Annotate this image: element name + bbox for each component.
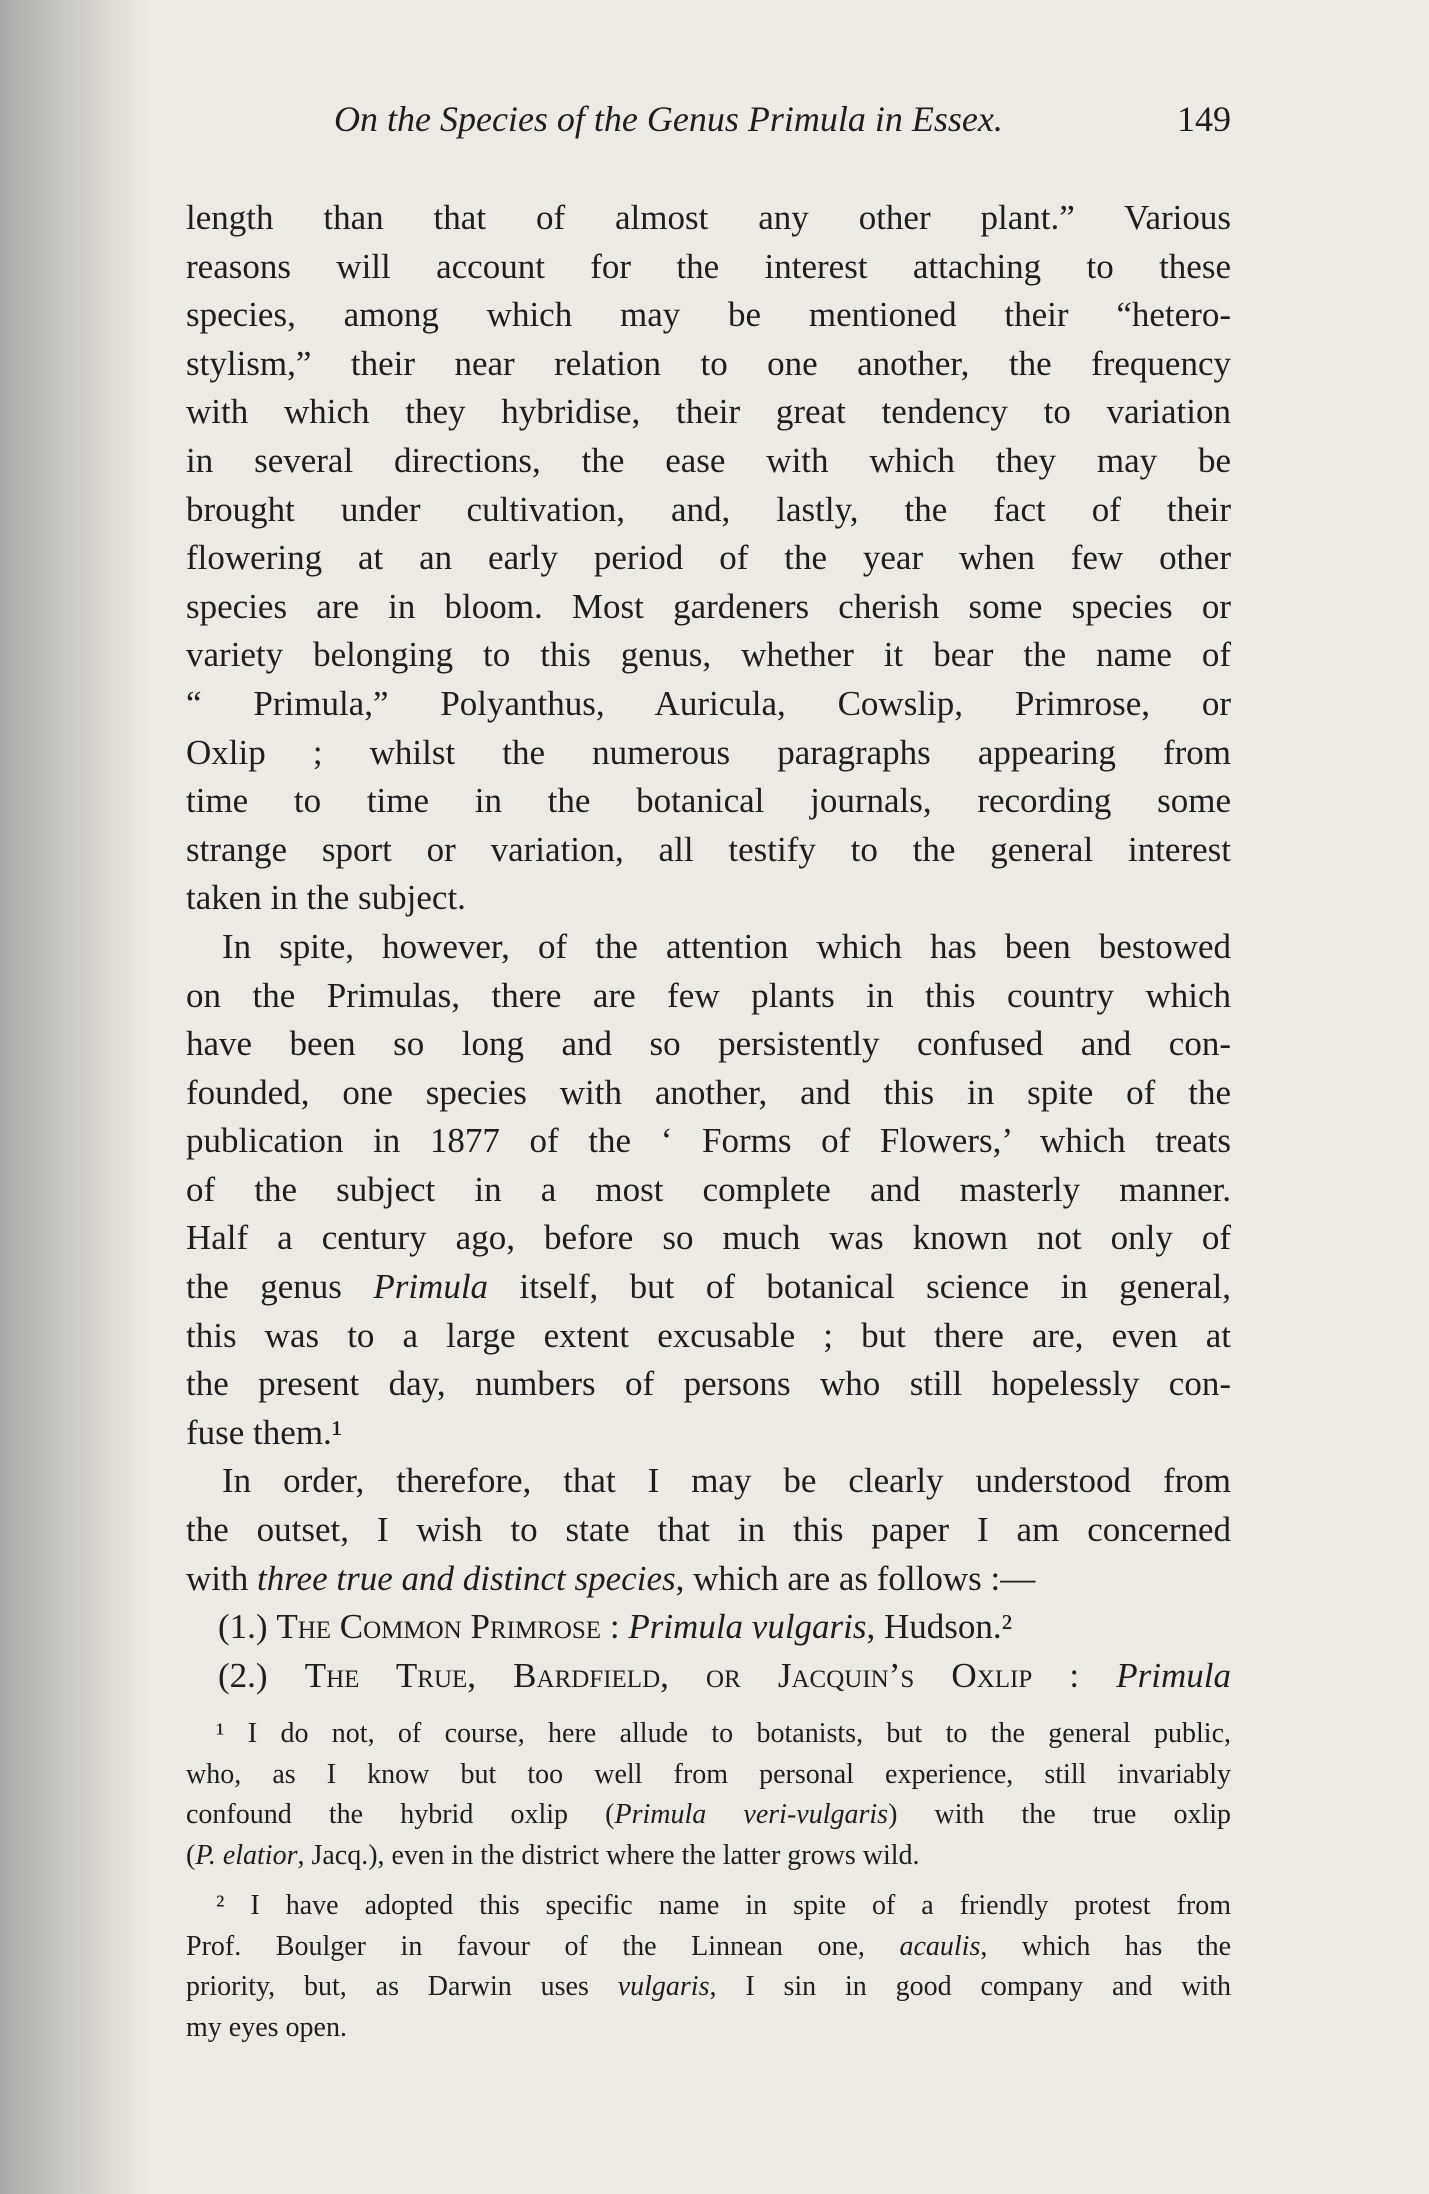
text-run: the genus	[186, 1267, 374, 1307]
text-line: founded, one species with another, and this in spite of the	[186, 1072, 1231, 1112]
list-number: (2.)	[218, 1655, 268, 1695]
running-head	[186, 90, 1231, 148]
footnote-line: ¹ I do not, of course, here allude to botanists, but to the general public,	[216, 1718, 1231, 1750]
text-run: with	[186, 1558, 257, 1598]
book-page	[186, 90, 1231, 2048]
paragraph-3	[186, 1457, 1231, 1603]
body-text	[186, 194, 1231, 1700]
text-line: the present day, numbers of persons who still hopelessly con-	[186, 1364, 1231, 1404]
text-run: , which are as follows :—	[675, 1558, 1036, 1598]
footnote-line	[186, 1795, 1231, 1836]
text-run: priority, but, as Darwin uses	[186, 1971, 618, 2003]
text-line: In spite, however, of the attention which has been bestowed	[222, 926, 1231, 966]
text-line	[186, 1263, 1231, 1312]
latin-name: Primula vulgaris	[628, 1607, 867, 1647]
footnote-line	[186, 1927, 1231, 1968]
latin-name: Primula	[1116, 1655, 1231, 1695]
list-number: (1.)	[218, 1607, 268, 1647]
text-line: strange sport or variation, all testify to the general interest	[186, 829, 1231, 869]
species-item-1	[186, 1603, 1231, 1652]
text-line: fuse them.¹	[186, 1412, 343, 1452]
text-line: with which they hybridise, their great tendency to variation	[186, 392, 1231, 432]
text-line: species, among which may be mentioned their “hetero-	[186, 295, 1231, 335]
text-line: In order, therefore, that I may be clearly understood from	[222, 1461, 1231, 1501]
paragraph-2	[186, 923, 1231, 1458]
text-line: variety belonging to this genus, whether it bear the name of	[186, 635, 1231, 675]
text-run: itself, but of botanical science in general,	[488, 1267, 1231, 1307]
text-line: Oxlip ; whilst the numerous paragraphs appearing from	[186, 732, 1231, 772]
italic-genus-name: Primula	[373, 1267, 489, 1307]
text-line: in several directions, the ease with which they may be	[186, 440, 1231, 480]
text-line: stylism,” their near relation to one another, the frequency	[186, 343, 1231, 383]
text-run: ) with the true oxlip	[888, 1799, 1232, 1831]
text-line: species are in bloom. Most gardeners cherish some species or	[186, 586, 1231, 626]
footnotes	[186, 1714, 1231, 2048]
text-line: the outset, I wish to state that in this paper I am concerned	[186, 1510, 1231, 1550]
text-run: confound the hybrid oxlip (	[186, 1799, 615, 1831]
text-run: , which has the	[980, 1930, 1231, 1962]
footnote-line	[186, 1836, 1231, 1877]
text-line: “ Primula,” Polyanthus, Auricula, Cowslip, Primrose, or	[186, 683, 1231, 723]
text-line: publication in 1877 of the ‘ Forms of Flowers,’ which treats	[186, 1121, 1231, 1161]
text-line: length than that of almost any other plant.” Various	[186, 198, 1231, 237]
text-run: , I sin in good company and with	[709, 1971, 1231, 2003]
text-line: on the Primulas, there are few plants in this country which	[186, 975, 1231, 1015]
common-name: The True, Bardfield, or Jacquin’s Oxlip	[304, 1655, 1033, 1695]
latin-name: acaulis	[899, 1930, 981, 1962]
separator: :	[601, 1607, 629, 1647]
species-list	[186, 1603, 1231, 1700]
text-line: time to time in the botanical journals, recording some	[186, 781, 1231, 821]
authority: , Hudson.²	[866, 1607, 1013, 1647]
text-line: flowering at an early period of the year when few other	[186, 538, 1231, 578]
running-title: On the Species of the Genus Primula in Essex.	[334, 99, 1003, 139]
text-run: , Jacq.), even in the district where the latter grows wild.	[297, 1839, 920, 1871]
latin-name: vulgaris	[617, 1971, 710, 2003]
text-line: taken in the subject.	[186, 878, 466, 918]
footnote-line: ² I have adopted this specific name in spite of a friendly protest from	[216, 1890, 1231, 1922]
latin-name: P. elatior	[195, 1839, 298, 1871]
text-line: have been so long and so persistently confused and con-	[186, 1024, 1231, 1064]
italic-emphasis: three true and distinct species	[256, 1558, 676, 1598]
text-run: (	[186, 1839, 196, 1871]
text-line: this was to a large extent excusable ; but there are, even at	[186, 1315, 1231, 1355]
text-line: brought under cultivation, and, lastly, the fact of their	[186, 489, 1231, 529]
text-line	[186, 1555, 1231, 1604]
paragraph-1	[186, 194, 1231, 923]
footnote-line: who, as I know but too well from personal experience, still invariably	[186, 1758, 1231, 1790]
text-run: Prof. Boulger in favour of the Linnean one,	[186, 1930, 900, 1962]
common-name: The Common Primrose	[276, 1607, 602, 1647]
footnote-spacer	[186, 1876, 1231, 1886]
latin-name: Primula veri-vulgaris	[614, 1799, 889, 1831]
footnote-line: my eyes open.	[186, 2011, 347, 2043]
text-line: reasons will account for the interest attaching to these	[186, 246, 1231, 286]
page-number: 149	[1177, 99, 1231, 139]
text-line: of the subject in a most complete and masterly manner.	[186, 1169, 1231, 1209]
species-item-2	[186, 1652, 1231, 1701]
text-line: Half a century ago, before so much was known not only of	[186, 1218, 1231, 1258]
separator: :	[1032, 1655, 1117, 1695]
footnote-line	[186, 1967, 1231, 2008]
footnote-1	[186, 1714, 1231, 1876]
footnote-2	[186, 1886, 1231, 2048]
page-gutter-shadow	[0, 0, 150, 2194]
